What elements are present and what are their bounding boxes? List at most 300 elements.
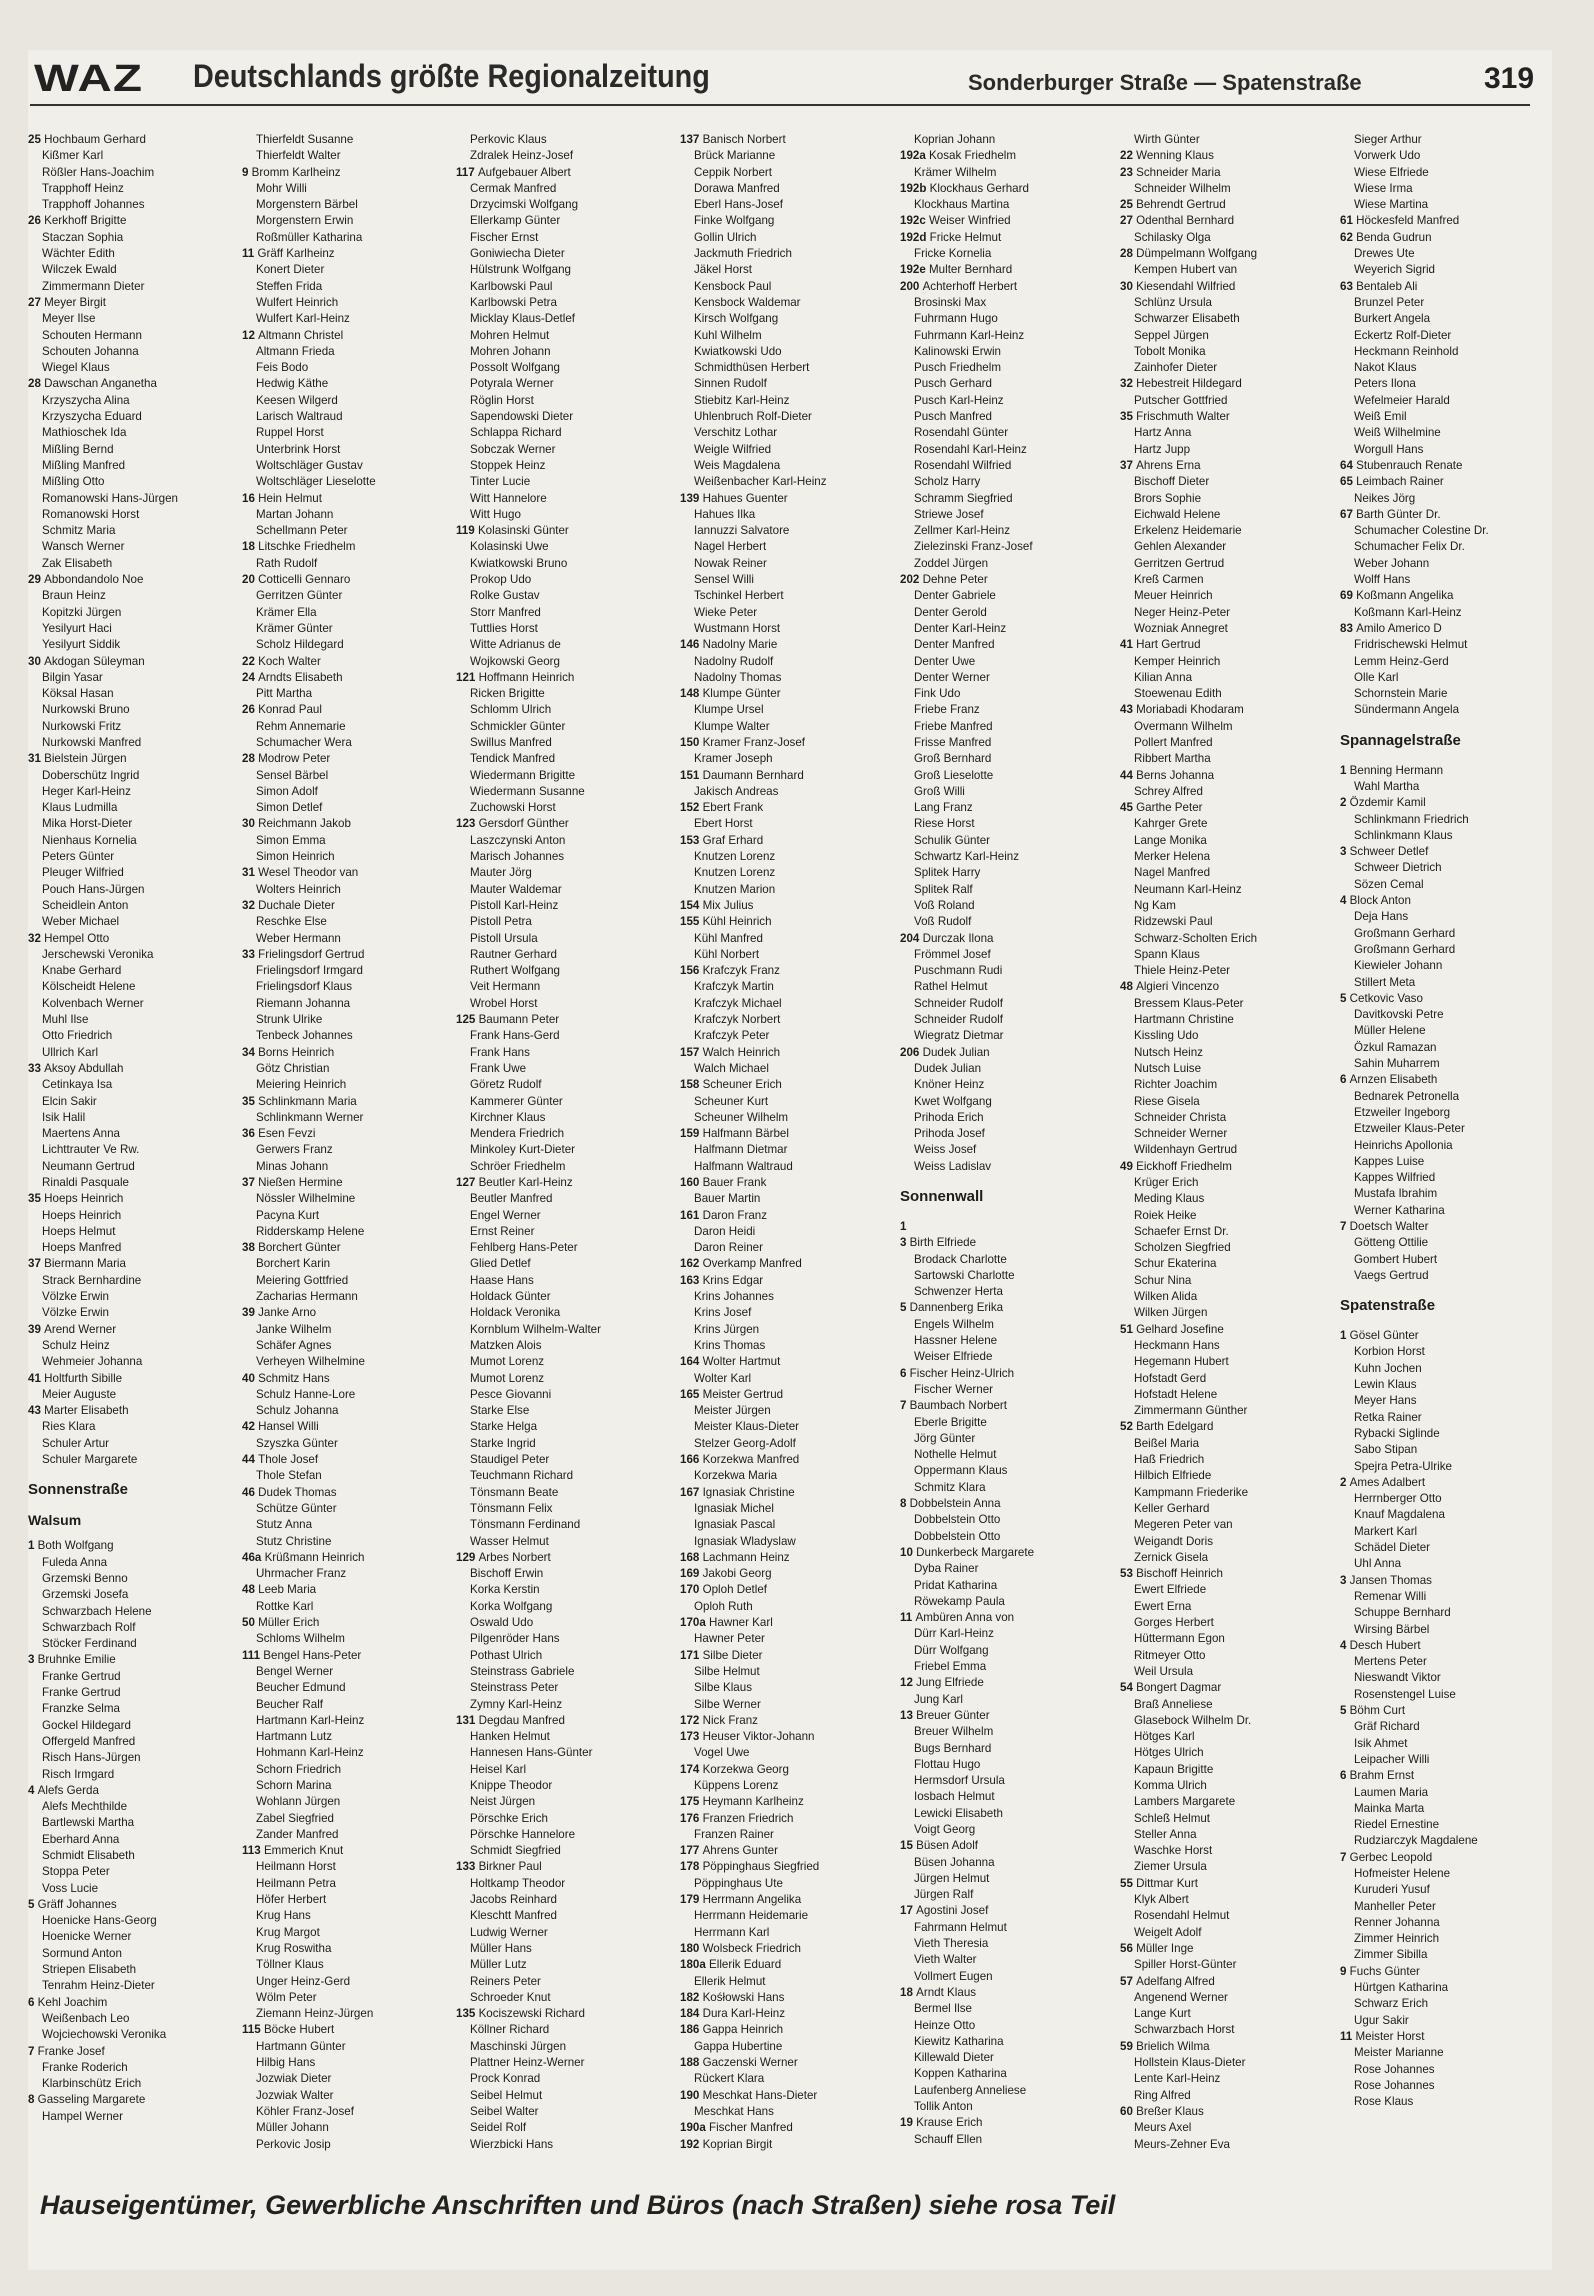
- house-number: 48: [242, 1583, 259, 1597]
- resident-entry: Hoeps Helmut: [42, 1224, 116, 1238]
- house-number: 10: [900, 1545, 917, 1559]
- resident-entry: Dobbelstein Otto: [914, 1529, 1001, 1543]
- resident-entry: Klyk Albert: [1134, 1893, 1189, 1907]
- house-number: 24: [242, 670, 259, 684]
- resident-entry: [900, 213, 1110, 229]
- resident-entry: Morgenstern Bärbel: [256, 198, 358, 212]
- directory-column: [1340, 132, 1550, 2110]
- house-number: 35: [1120, 410, 1137, 424]
- resident-entry: [242, 751, 452, 767]
- house-number: 23: [1120, 165, 1137, 179]
- house-number: 38: [242, 1241, 259, 1255]
- resident-entry: Wiedermann Susanne: [470, 784, 585, 798]
- resident-name: Müller Erich: [258, 1616, 320, 1630]
- resident-entry: Kühl Norbert: [694, 947, 760, 961]
- house-number: 162: [680, 1257, 703, 1271]
- resident-entry: Ellerkamp Günter: [470, 214, 561, 228]
- resident-entry: [680, 1077, 890, 1093]
- resident-entry: Stöcker Ferdinand: [42, 1637, 137, 1651]
- resident-entry: Zainhofer Dieter: [1134, 361, 1218, 375]
- house-number: 148: [680, 687, 703, 701]
- resident-entry: Wiedermann Brigitte: [470, 768, 576, 782]
- resident-entry: Mauter Waldemar: [470, 882, 562, 896]
- resident-entry: Glasebock Wilhelm Dr.: [1134, 1713, 1252, 1727]
- resident-name: Arnzen Elisabeth: [1349, 1073, 1438, 1087]
- resident-entry: Thierfeldt Susanne: [256, 133, 354, 146]
- resident-entry: [242, 1045, 452, 1061]
- resident-name: Gersdorf Günther: [478, 817, 569, 831]
- house-number: 164: [680, 1355, 703, 1369]
- resident-name: Esen Fevzi: [258, 1127, 316, 1141]
- resident-entry: Minkoley Kurt-Dieter: [470, 1143, 576, 1157]
- resident-entry: Lange Kurt: [1134, 2007, 1191, 2021]
- resident-entry: Eberl Hans-Josef: [694, 198, 783, 212]
- resident-entry: Overmann Wilhelm: [1134, 719, 1233, 733]
- resident-entry: [1120, 1876, 1330, 1892]
- resident-entry: [680, 1175, 890, 1191]
- resident-name: Kosak Friedhelm: [929, 149, 1017, 163]
- resident-name: Berns Johanna: [1136, 768, 1215, 782]
- resident-entry: Nutsch Heinz: [1134, 1045, 1203, 1059]
- resident-entry: Zymny Karl-Heinz: [470, 1697, 563, 1711]
- resident-entry: Fuhrmann Karl-Heinz: [914, 328, 1025, 342]
- resident-entry: Hahues Ilka: [694, 507, 756, 521]
- resident-entry: [242, 1843, 452, 1859]
- resident-entry: Weber Hermann: [256, 931, 341, 945]
- resident-name: Wolsbeck Friedrich: [702, 1941, 801, 1955]
- resident-entry: Knutzen Lorenz: [694, 866, 776, 880]
- house-number: 63: [1340, 279, 1357, 293]
- resident-entry: Tönsmann Felix: [470, 1501, 553, 1515]
- house-number: 17: [900, 1904, 917, 1918]
- resident-entry: Mertens Peter: [1354, 1655, 1427, 1669]
- resident-entry: Fischer Werner: [914, 1382, 994, 1396]
- house-number: 125: [456, 1013, 479, 1027]
- resident-entry: [242, 654, 452, 670]
- resident-name: Kiesendahl Wilfried: [1136, 279, 1236, 293]
- resident-name: Graf Erhard: [702, 833, 764, 847]
- resident-entry: [900, 230, 1110, 246]
- resident-name: Bischoff Heinrich: [1136, 1567, 1223, 1581]
- resident-entry: Lemm Heinz-Gerd: [1354, 654, 1449, 668]
- house-number: 3: [1340, 1573, 1350, 1587]
- resident-name: Barth Edelgard: [1136, 1420, 1214, 1434]
- resident-entry: Knöner Heinz: [914, 1078, 985, 1092]
- resident-entry: Groß Willi: [914, 784, 965, 798]
- resident-entry: Witte Adrianus de: [470, 638, 561, 652]
- resident-entry: Schütze Günter: [256, 1501, 337, 1515]
- resident-entry: Sinnen Rudolf: [694, 377, 767, 391]
- resident-entry: Worgull Hans: [1354, 442, 1424, 456]
- resident-entry: Scholz Harry: [914, 475, 981, 489]
- house-number: 56: [1120, 1941, 1137, 1955]
- resident-entry: Laufenberg Anneliese: [914, 2083, 1027, 2097]
- resident-entry: Kopitzki Jürgen: [42, 605, 122, 619]
- house-number: 49: [1120, 1159, 1137, 1173]
- resident-entry: Zimmermann Günther: [1134, 1404, 1248, 1418]
- resident-entry: Mißling Bernd: [42, 442, 114, 456]
- resident-entry: Kahrger Grete: [1134, 817, 1208, 831]
- resident-entry: Kuhn Jochen: [1354, 1361, 1422, 1375]
- resident-entry: [1340, 795, 1550, 811]
- resident-entry: Prock Konrad: [470, 2072, 541, 2086]
- resident-entry: [900, 1675, 1110, 1691]
- house-number: 22: [242, 654, 259, 668]
- house-number: 7: [1340, 1220, 1350, 1233]
- resident-entry: Schlinkmann Friedrich: [1354, 812, 1469, 826]
- house-number: 26: [242, 703, 259, 717]
- house-number: 5: [1340, 991, 1350, 1005]
- resident-entry: Kleschtt Manfred: [470, 1909, 557, 1923]
- resident-entry: Wiese Irma: [1354, 181, 1413, 195]
- resident-entry: [680, 963, 890, 979]
- resident-entry: Gerwers Franz: [256, 1143, 333, 1157]
- house-number: 177: [680, 1844, 703, 1858]
- resident-entry: Krzyszycha Alina: [42, 393, 130, 407]
- resident-name: Marter Elisabeth: [44, 1404, 129, 1418]
- resident-entry: Pleuger Wilfried: [42, 866, 124, 880]
- resident-entry: Prokop Udo: [470, 573, 532, 587]
- resident-entry: Pusch Friedhelm: [914, 361, 1001, 375]
- resident-entry: Brosinski Max: [914, 295, 987, 309]
- resident-entry: Kappes Luise: [1354, 1154, 1425, 1168]
- house-number: 7: [900, 1399, 910, 1413]
- resident-entry: Ridzewski Paul: [1134, 915, 1213, 929]
- resident-entry: Etzweiler Ingeborg: [1354, 1105, 1451, 1119]
- resident-entry: [680, 898, 890, 914]
- resident-entry: Völzke Erwin: [42, 1306, 110, 1320]
- house-number: 175: [680, 1795, 703, 1809]
- resident-name: Lachmann Heinz: [702, 1550, 790, 1564]
- resident-name: Scheuner Erich: [702, 1078, 782, 1092]
- resident-entry: Weißenbach Leo: [42, 2011, 130, 2025]
- resident-entry: Frielingsdorf Klaus: [256, 980, 353, 994]
- resident-entry: Voß Roland: [914, 898, 975, 912]
- house-number: 29: [28, 573, 45, 587]
- resident-entry: Ng Kam: [1134, 898, 1176, 912]
- resident-entry: [1120, 637, 1330, 653]
- resident-name: Achterhoff Herbert: [922, 279, 1018, 293]
- resident-entry: [1340, 991, 1550, 1007]
- house-number: 156: [680, 964, 703, 978]
- resident-entry: Flottau Hugo: [914, 1757, 981, 1771]
- resident-entry: Kempen Hubert van: [1134, 263, 1238, 277]
- resident-entry: [680, 637, 890, 653]
- resident-entry: Steffen Frida: [256, 279, 323, 293]
- resident-entry: Hötges Ulrich: [1134, 1746, 1204, 1760]
- resident-name: Böhm Curt: [1349, 1704, 1406, 1718]
- resident-name: Fischer Heinz-Ulrich: [909, 1366, 1015, 1380]
- resident-name: Gaczenski Werner: [702, 2056, 798, 2070]
- house-number: 192c: [900, 214, 930, 228]
- resident-name: Kehl Joachim: [37, 1995, 108, 2009]
- resident-entry: Wasser Helmut: [470, 1534, 549, 1548]
- resident-name: Kośłowski Hans: [702, 1990, 785, 2004]
- resident-entry: Angenend Werner: [1134, 1990, 1228, 2004]
- house-number: 48: [1120, 980, 1137, 994]
- house-number: 7: [28, 2044, 38, 2058]
- resident-entry: Puschmann Rudi: [914, 964, 1003, 978]
- resident-entry: [456, 816, 666, 832]
- resident-entry: Roßmüller Katharina: [256, 230, 363, 244]
- house-number: 117: [456, 165, 478, 179]
- resident-entry: [680, 2022, 890, 2038]
- resident-entry: Ignasiak Pascal: [694, 1518, 776, 1532]
- resident-name: Birth Elfriede: [909, 1236, 977, 1250]
- resident-entry: Fuhrmann Hugo: [914, 312, 998, 326]
- resident-name: Meister Gertrud: [702, 1387, 784, 1401]
- resident-entry: Schulz Johanna: [256, 1404, 339, 1418]
- resident-entry: Seidel Rolf: [470, 2121, 527, 2135]
- resident-entry: Doberschütz Ingrid: [42, 768, 140, 782]
- resident-entry: Schlinkmann Werner: [256, 1110, 364, 1124]
- resident-name: Schmitz Hans: [258, 1371, 330, 1385]
- house-number: 36: [242, 1127, 259, 1141]
- resident-entry: Sensel Bärbel: [256, 768, 329, 782]
- resident-entry: Teuchmann Richard: [470, 1469, 574, 1483]
- resident-entry: Oppermann Klaus: [914, 1464, 1008, 1478]
- house-number: 6: [900, 1366, 910, 1380]
- resident-entry: Röglin Horst: [470, 393, 534, 407]
- resident-entry: Rottke Karl: [256, 1599, 314, 1613]
- house-number: 46: [242, 1485, 259, 1499]
- resident-entry: Witt Hannelore: [470, 491, 547, 505]
- resident-entry: Ewert Erna: [1134, 1599, 1192, 1613]
- resident-entry: Laumen Maria: [1354, 1785, 1429, 1799]
- house-number: 137: [680, 133, 703, 146]
- resident-entry: Rudziarczyk Magdalene: [1354, 1834, 1478, 1848]
- house-number: 3: [28, 1653, 38, 1667]
- resident-entry: Unterbrink Horst: [256, 442, 341, 456]
- resident-entry: Pacyna Kurt: [256, 1208, 320, 1222]
- resident-entry: Ignasiak Wladyslaw: [694, 1534, 796, 1548]
- house-number: 5: [900, 1301, 910, 1315]
- house-number: 16: [242, 491, 259, 505]
- resident-entry: Hegemann Hubert: [1134, 1355, 1229, 1369]
- resident-entry: Braß Anneliese: [1134, 1697, 1213, 1711]
- resident-name: Ames Adalbert: [1349, 1475, 1426, 1489]
- resident-entry: Mendera Friedrich: [470, 1127, 565, 1141]
- resident-entry: Schwarzbach Rolf: [42, 1620, 136, 1634]
- resident-name: Kolasinski Günter: [477, 524, 569, 538]
- house-number: 26: [28, 214, 45, 228]
- resident-entry: Hampel Werner: [42, 2109, 123, 2123]
- resident-entry: Oploh Ruth: [694, 1599, 753, 1613]
- resident-entry: Trapphoff Heinz: [42, 181, 124, 195]
- resident-entry: Stelzer Georg-Adolf: [694, 1436, 796, 1450]
- house-number: 4: [28, 1783, 38, 1797]
- resident-name: Jung Elfriede: [916, 1676, 984, 1690]
- resident-entry: Rose Klaus: [1354, 2095, 1414, 2109]
- resident-entry: Krafczyk Martin: [694, 980, 774, 994]
- resident-entry: Denter Gabriele: [914, 589, 996, 603]
- resident-entry: Krämer Ella: [256, 605, 317, 619]
- resident-entry: Sieger Arthur: [1354, 133, 1422, 146]
- resident-entry: Isik Halil: [42, 1110, 86, 1124]
- resident-entry: [680, 2120, 890, 2136]
- resident-entry: Zielezinski Franz-Josef: [914, 540, 1033, 554]
- resident-entry: Krüger Erich: [1134, 1176, 1199, 1189]
- resident-entry: Glied Detlef: [470, 1257, 531, 1271]
- resident-entry: [242, 1126, 452, 1142]
- resident-entry: Klaus Ludmilla: [42, 801, 118, 815]
- resident-entry: Koprian Johann: [914, 133, 996, 146]
- resident-entry: Brors Sophie: [1134, 491, 1202, 505]
- resident-entry: Lang Franz: [914, 801, 973, 815]
- house-number: 20: [242, 573, 259, 587]
- resident-entry: Gollin Ulrich: [694, 230, 757, 244]
- resident-entry: Braun Heinz: [42, 589, 106, 603]
- resident-entry: Ruppel Horst: [256, 426, 324, 440]
- resident-name: Garthe Peter: [1136, 801, 1203, 815]
- resident-entry: Ceppik Norbert: [694, 165, 772, 179]
- resident-entry: Hötges Karl: [1134, 1730, 1195, 1744]
- resident-entry: Schramm Siegfried: [914, 491, 1013, 505]
- resident-entry: Drewes Ute: [1354, 247, 1415, 261]
- resident-entry: Hawner Peter: [694, 1632, 765, 1646]
- house-number: 153: [680, 833, 703, 847]
- resident-entry: Wolff Hans: [1354, 573, 1411, 587]
- resident-entry: Larisch Waltraud: [256, 410, 343, 424]
- resident-entry: [1120, 1680, 1330, 1696]
- resident-entry: Nurkowski Manfred: [42, 735, 142, 749]
- house-number: 44: [242, 1453, 259, 1467]
- house-number: 182: [680, 1990, 703, 2004]
- house-number: 6: [1340, 1769, 1350, 1783]
- resident-entry: Fuleda Anna: [42, 1555, 108, 1569]
- resident-entry: Staczan Sophia: [42, 230, 124, 244]
- resident-name: Gräff Johannes: [37, 1897, 117, 1911]
- resident-entry: Meyer Ilse: [42, 312, 96, 326]
- resident-entry: [28, 751, 238, 767]
- resident-entry: Wieke Peter: [694, 605, 758, 619]
- resident-entry: Iosbach Helmut: [914, 1790, 995, 1804]
- resident-entry: Tenrahm Heinz-Dieter: [42, 1979, 155, 1993]
- resident-entry: Köhler Franz-Josef: [256, 2104, 354, 2118]
- resident-entry: Pusch Karl-Heinz: [914, 393, 1004, 407]
- resident-entry: Dudek Julian: [914, 1061, 982, 1075]
- resident-entry: Krins Johannes: [694, 1290, 774, 1304]
- resident-entry: Elcin Sakir: [42, 1094, 97, 1108]
- resident-entry: Hofstadt Gerd: [1134, 1371, 1207, 1385]
- resident-entry: Frank Uwe: [470, 1061, 527, 1075]
- resident-entry: Sündermann Angela: [1354, 703, 1460, 717]
- resident-entry: [242, 1615, 452, 1631]
- resident-entry: Schmidt Elisabeth: [42, 1848, 135, 1862]
- resident-entry: Kwiatkowski Udo: [694, 344, 782, 358]
- resident-name: Ellerik Eduard: [709, 1958, 782, 1972]
- resident-entry: Kalinowski Erwin: [914, 344, 1001, 358]
- resident-entry: Lange Monika: [1134, 833, 1207, 847]
- resident-name: Bauer Frank: [702, 1176, 767, 1189]
- resident-entry: [1120, 458, 1330, 474]
- resident-entry: Killewald Dieter: [914, 2051, 994, 2065]
- resident-entry: Brodack Charlotte: [914, 1252, 1007, 1266]
- resident-entry: Dürr Wolfgang: [914, 1643, 989, 1657]
- house-number: 2: [1340, 1475, 1350, 1489]
- resident-entry: [680, 1892, 890, 1908]
- resident-name: Eickhoff Friedhelm: [1136, 1159, 1232, 1173]
- resident-entry: Koppen Katharina: [914, 2067, 1007, 2081]
- resident-entry: [1340, 230, 1550, 246]
- house-number: 31: [28, 752, 45, 766]
- resident-entry: Eberhard Anna: [42, 1832, 120, 1846]
- resident-name: Odenthal Bernhard: [1136, 214, 1235, 228]
- resident-entry: [900, 931, 1110, 947]
- resident-entry: Grzemski Josefa: [42, 1588, 129, 1602]
- resident-name: Birkner Paul: [478, 1860, 542, 1874]
- resident-name: Gerbec Leopold: [1349, 1850, 1433, 1864]
- resident-entry: [242, 539, 452, 555]
- resident-entry: Wojkowski Georg: [470, 654, 560, 668]
- resident-name: Both Wolfgang: [37, 1539, 114, 1553]
- house-number: 45: [1120, 801, 1137, 815]
- resident-entry: Töllner Klaus: [256, 1958, 324, 1972]
- resident-name: Kerkhoff Brigitte: [44, 214, 127, 228]
- resident-entry: Stoppa Peter: [42, 1865, 110, 1879]
- resident-entry: Mohren Johann: [470, 344, 551, 358]
- resident-entry: Krins Thomas: [694, 1338, 766, 1352]
- resident-entry: Schulz Heinz: [42, 1338, 110, 1352]
- resident-name: Schneider Maria: [1136, 165, 1221, 179]
- resident-entry: Thierfeldt Walter: [256, 149, 341, 163]
- resident-entry: Fridrischewski Helmut: [1354, 638, 1468, 652]
- resident-entry: Kühl Manfred: [694, 931, 763, 945]
- resident-name: Meister Horst: [1355, 2029, 1425, 2043]
- resident-name: Hart Gertrud: [1136, 638, 1201, 652]
- resident-entry: Thole Stefan: [256, 1469, 322, 1483]
- resident-entry: Klumpe Walter: [694, 719, 770, 733]
- house-number: 57: [1120, 1974, 1137, 1988]
- house-number: 159: [680, 1127, 703, 1141]
- resident-entry: Scholzen Siegfried: [1134, 1241, 1231, 1255]
- resident-entry: [242, 328, 452, 344]
- resident-name: Gappa Heinrich: [702, 2023, 784, 2037]
- resident-entry: Hoenicke Werner: [42, 1930, 132, 1944]
- resident-entry: [1120, 1566, 1330, 1582]
- resident-entry: [1340, 1573, 1550, 1589]
- resident-entry: Eichwald Helene: [1134, 507, 1221, 521]
- resident-entry: [680, 2055, 890, 2071]
- resident-entry: Richter Joachim: [1134, 1078, 1218, 1092]
- resident-entry: Kappes Wilfried: [1354, 1171, 1436, 1185]
- resident-entry: Pistoll Ursula: [470, 931, 538, 945]
- resident-entry: [1340, 458, 1550, 474]
- resident-name: Fischer Manfred: [709, 2121, 793, 2135]
- resident-entry: Waschke Horst: [1134, 1844, 1213, 1858]
- house-number: 166: [680, 1453, 703, 1467]
- house-number: 8: [900, 1497, 910, 1511]
- resident-entry: Gerritzen Gertrud: [1134, 556, 1225, 570]
- resident-entry: Schuler Artur: [42, 1436, 110, 1450]
- resident-name: Doetsch Walter: [1349, 1220, 1429, 1233]
- resident-name: Bentaleb Ali: [1356, 279, 1418, 293]
- house-number: 4: [1340, 1638, 1350, 1652]
- resident-entry: [242, 1550, 452, 1566]
- resident-entry: Hannesen Hans-Günter: [470, 1746, 593, 1760]
- resident-entry: Rosendahl Wilfried: [914, 458, 1012, 472]
- resident-name: Ahrens Erna: [1136, 458, 1201, 472]
- resident-entry: Hohmann Karl-Heinz: [256, 1746, 364, 1760]
- resident-name: Modrow Peter: [258, 752, 331, 766]
- resident-entry: [680, 914, 890, 930]
- resident-entry: Holdack Veronika: [470, 1306, 561, 1320]
- house-number: 170a: [680, 1616, 710, 1630]
- resident-entry: Nadolny Rudolf: [694, 654, 774, 668]
- resident-entry: [28, 1897, 238, 1913]
- resident-entry: Wiese Elfriede: [1354, 165, 1429, 179]
- resident-entry: [28, 376, 238, 392]
